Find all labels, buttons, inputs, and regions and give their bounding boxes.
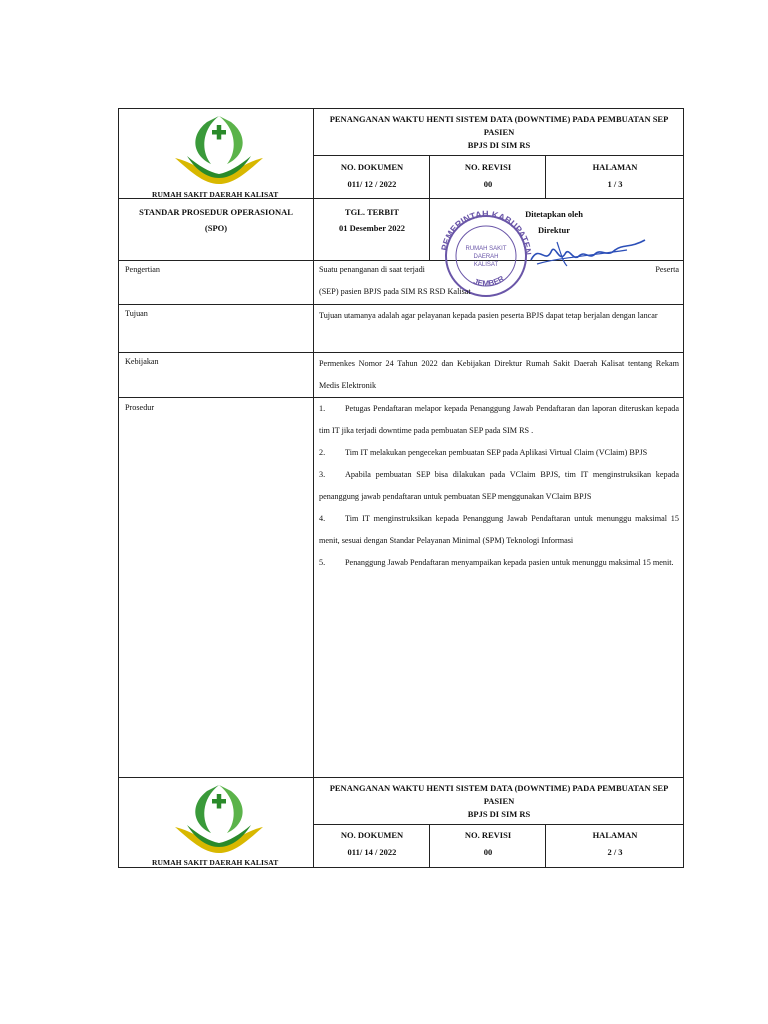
approval-block: Ditetapkan oleh Direktur	[525, 209, 583, 235]
svg-text:JEMBER: JEMBER	[472, 273, 506, 289]
row-label-prosedur: Prosedur	[125, 403, 155, 412]
procedure-step: 4. Tim IT menginstruksikan kepada Penanggung Jawab Pendaftaran untuk menunggu maksimal 15 menit, sesuai dengan Standar Pelayanan Minimal (SPM) Teknologi Informasi	[319, 514, 679, 545]
tujuan-text: Tujuan utamanya adalah agar pelayanan kepada pasien peserta BPJS dapat tetap berjalan dengan lancar	[319, 311, 658, 320]
document-title: PENANGANAN WAKTU HENTI SISTEM DATA (DOWNTIME) PADA PEMBUATAN SEP PASIEN BPJS DI SIM RS	[329, 114, 669, 150]
page-number-block: HALAMAN 1 / 3	[592, 162, 638, 189]
document-title: PENANGANAN WAKTU HENTI SISTEM DATA (DOWNTIME) PADA PEMBUATAN SEP PASIEN BPJS DI SIM RS	[329, 783, 669, 819]
doc-number-block: NO. DOKUMEN 011/ 12 / 2022	[340, 162, 404, 189]
row-label-tujuan: Tujuan	[125, 309, 148, 318]
svg-text:PEMERINTAH KABUPATEN: PEMERINTAH KABUPATEN	[439, 208, 534, 256]
pengertian-text: Suatu penanganan di saat terjadi Peserta (SEP) pasien BPJS pada SIM RS RSD Kalisat	[319, 265, 679, 296]
hospital-name: RUMAH SAKIT DAERAH KALISAT	[152, 858, 279, 867]
svg-text:KALISAT: KALISAT	[473, 262, 499, 268]
row-label-kebijakan: Kebijakan	[125, 357, 159, 366]
revision-block: NO. REVISI 00	[464, 162, 512, 189]
spo-title: STANDAR PROSEDUR OPERASIONAL (SPO)	[139, 207, 293, 233]
row-label-pengertian: Pengertian	[125, 265, 161, 274]
kebijakan-text: Permenkes Nomor 24 Tahun 2022 dan Kebijakan Direktur Rumah Sakit Daerah Kalisat tentang Rekam Medis Elektronik	[319, 359, 679, 390]
hospital-logo	[171, 112, 267, 188]
doc-number-block: NO. DOKUMEN 011/ 14 / 2022	[340, 830, 404, 857]
spo-table-page-1	[118, 108, 684, 778]
revision-block: NO. REVISI 00	[464, 830, 512, 857]
svg-text:DAERAH: DAERAH	[473, 254, 499, 260]
hospital-logo	[171, 781, 267, 857]
spo-table-page-2	[118, 777, 684, 868]
issue-date-block: TGL. TERBIT 01 Desember 2022	[339, 207, 405, 233]
hospital-name: RUMAH SAKIT DAERAH KALISAT	[152, 190, 279, 199]
procedure-step: 2. Tim IT melakukan pengecekan pembuatan SEP pada Aplikasi Virtual Claim (VClaim) BPJS	[319, 448, 648, 457]
procedure-step: 1. Petugas Pendaftaran melapor kepada Penanggung Jawab Pendaftaran dan laporan diteruskan kepada tim IT jika terjadi downtime pada pembuatan SEP pada SIM RS .	[319, 404, 679, 435]
procedure-steps	[319, 398, 679, 574]
svg-text:RUMAH SAKIT: RUMAH SAKIT	[465, 246, 507, 252]
procedure-step: 5. Penanggung Jawab Pendaftaran menyampaikan kepada pasien untuk menunggu maksimal 15 menit.	[319, 558, 674, 567]
page-number-block: HALAMAN 2 / 3	[592, 830, 638, 857]
procedure-step: 3. Apabila pembuatan SEP bisa dilakukan pada VClaim BPJS, tim IT menginstruksikan kepada penanggung jawab pendaftaran untuk pembuatan SEP menggunakan VClaim BPJS	[319, 470, 679, 501]
